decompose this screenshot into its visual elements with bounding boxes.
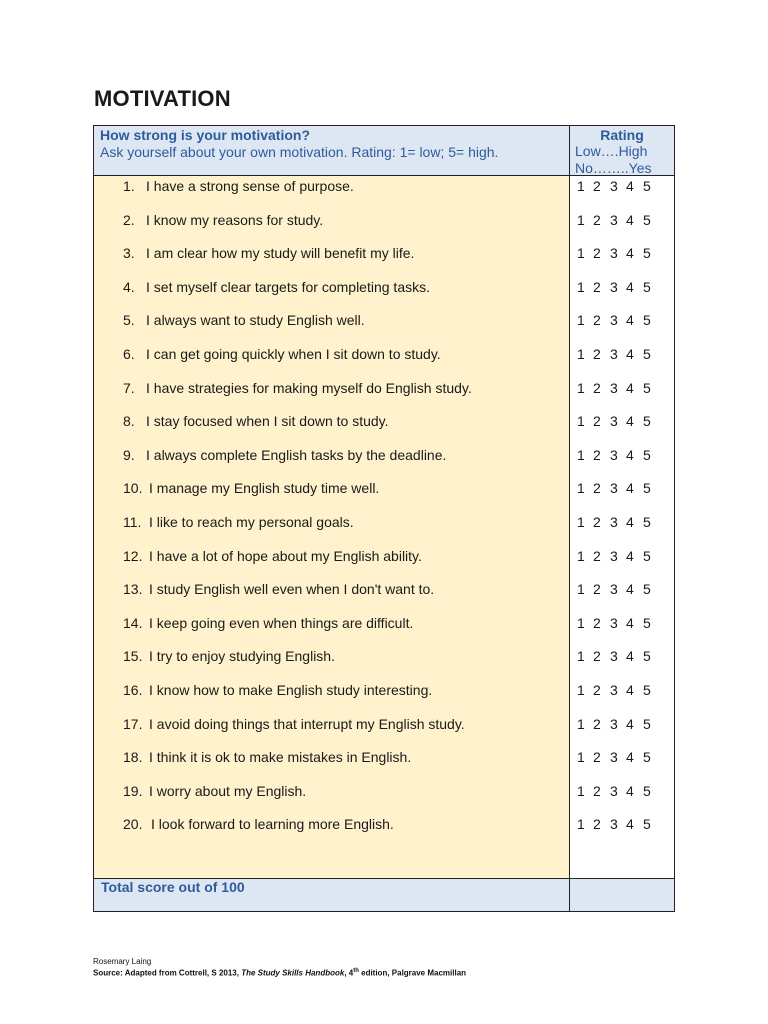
- rating-option-5[interactable]: 5: [643, 380, 651, 396]
- rating-option-5[interactable]: 5: [643, 346, 651, 362]
- rating-option-1[interactable]: 1: [577, 682, 585, 698]
- rating-option-5[interactable]: 5: [643, 447, 651, 463]
- rating-option-4[interactable]: 4: [626, 514, 634, 530]
- rating-option-5[interactable]: 5: [643, 749, 651, 765]
- statement-text: I always complete English tasks by the deadline.: [146, 447, 447, 463]
- statement-row: [94, 478, 569, 498]
- rating-option-2[interactable]: 2: [593, 648, 601, 664]
- rating-options: [570, 344, 674, 364]
- statement-number: 9.: [123, 447, 135, 463]
- rating-option-1[interactable]: 1: [577, 413, 585, 429]
- rating-option-5[interactable]: 5: [643, 548, 651, 564]
- rating-option-1[interactable]: 1: [577, 548, 585, 564]
- rating-options: [570, 277, 674, 297]
- column-divider: [569, 126, 570, 911]
- statement-row: [94, 310, 569, 330]
- statement-text: I stay focused when I sit down to study.: [146, 413, 389, 429]
- statement-row: [94, 747, 569, 767]
- source-suffix: edition, Palgrave Macmillan: [358, 968, 467, 978]
- statement-number: 11.: [123, 514, 142, 530]
- statement-number: 17.: [123, 716, 143, 732]
- header-instruction: Ask yourself about your own motivation. Rating: 1= low; 5= high.: [100, 144, 499, 160]
- rating-option-3[interactable]: 3: [610, 783, 618, 799]
- rating-options: [570, 613, 674, 633]
- rating-option-2[interactable]: 2: [593, 816, 601, 832]
- rating-option-4[interactable]: 4: [626, 716, 634, 732]
- rating-option-5[interactable]: 5: [643, 581, 651, 597]
- rating-option-1[interactable]: 1: [577, 346, 585, 362]
- statement-row: [94, 613, 569, 633]
- rating-option-4[interactable]: 4: [626, 178, 634, 194]
- statement-number: 10.: [123, 480, 143, 496]
- rating-option-5[interactable]: 5: [643, 413, 651, 429]
- statement-text: I have a strong sense of purpose.: [146, 178, 354, 194]
- rating-option-5[interactable]: 5: [643, 480, 651, 496]
- rating-option-5[interactable]: 5: [643, 716, 651, 732]
- statement-number: 13.: [123, 581, 143, 597]
- rating-options: [570, 680, 674, 700]
- rating-option-4[interactable]: 4: [626, 279, 634, 295]
- statement-number: 2.: [123, 212, 135, 228]
- statement-row: [94, 176, 569, 196]
- rating-option-1[interactable]: 1: [577, 447, 585, 463]
- questionnaire-table: [93, 125, 675, 912]
- rating-options: [570, 378, 674, 398]
- statement-row: [94, 781, 569, 801]
- rating-option-2[interactable]: 2: [593, 682, 601, 698]
- rating-option-1[interactable]: 1: [577, 648, 585, 664]
- statement-text: I am clear how my study will benefit my life.: [146, 245, 415, 261]
- statement-text: I think it is ok to make mistakes in English.: [149, 749, 412, 765]
- statement-row: [94, 546, 569, 566]
- rating-option-5[interactable]: 5: [643, 514, 651, 530]
- statement-number: 15.: [123, 648, 143, 664]
- statement-number: 3.: [123, 245, 135, 261]
- statement-text: I set myself clear targets for completing tasks.: [146, 279, 430, 295]
- rating-option-4[interactable]: 4: [626, 346, 634, 362]
- book-title: The Study Skills Handbook: [241, 968, 345, 978]
- statement-text: I try to enjoy studying English.: [149, 648, 335, 664]
- statement-text: I look forward to learning more English.: [151, 816, 394, 832]
- statement-row: [94, 579, 569, 599]
- rating-options: [570, 243, 674, 263]
- rating-option-2[interactable]: 2: [593, 615, 601, 631]
- source-credit: [93, 968, 466, 978]
- rating-options: [570, 478, 674, 498]
- rating-option-3[interactable]: 3: [610, 447, 618, 463]
- rating-option-4[interactable]: 4: [626, 783, 634, 799]
- statement-text: I avoid doing things that interrupt my English study.: [149, 716, 465, 732]
- rating-low-high: Low….High: [575, 143, 648, 159]
- rating-option-4[interactable]: 4: [626, 682, 634, 698]
- rating-option-3[interactable]: 3: [610, 480, 618, 496]
- header-question: How strong is your motivation?: [100, 127, 311, 143]
- author-credit: Rosemary Laing: [93, 957, 152, 966]
- rating-option-3[interactable]: 3: [610, 581, 618, 597]
- rating-option-3[interactable]: 3: [610, 749, 618, 765]
- rating-option-2[interactable]: 2: [593, 312, 601, 328]
- rating-option-1[interactable]: 1: [577, 514, 585, 530]
- rating-option-2[interactable]: 2: [593, 716, 601, 732]
- rating-option-4[interactable]: 4: [626, 581, 634, 597]
- rating-option-4[interactable]: 4: [626, 212, 634, 228]
- statement-text: I always want to study English well.: [146, 312, 365, 328]
- rating-option-1[interactable]: 1: [577, 783, 585, 799]
- rating-option-1[interactable]: 1: [577, 212, 585, 228]
- statement-number: 20.: [123, 816, 143, 832]
- rating-option-4[interactable]: 4: [626, 615, 634, 631]
- rating-option-2[interactable]: 2: [593, 749, 601, 765]
- rating-option-4[interactable]: 4: [626, 312, 634, 328]
- rating-option-3[interactable]: 3: [610, 178, 618, 194]
- rating-options: [570, 445, 674, 465]
- statement-number: 12.: [123, 548, 143, 564]
- statement-text: I have a lot of hope about my English ability.: [149, 548, 422, 564]
- rating-option-2[interactable]: 2: [593, 279, 601, 295]
- rating-option-3[interactable]: 3: [610, 212, 618, 228]
- rating-option-1[interactable]: 1: [577, 480, 585, 496]
- rating-options: [570, 747, 674, 767]
- total-score-label: Total score out of 100: [101, 879, 245, 895]
- rating-options: [570, 646, 674, 666]
- rating-option-5[interactable]: 5: [643, 245, 651, 261]
- rating-option-3[interactable]: 3: [610, 413, 618, 429]
- rating-option-1[interactable]: 1: [577, 245, 585, 261]
- page-title: MOTIVATION: [94, 86, 231, 111]
- statement-number: 8.: [123, 413, 135, 429]
- source-prefix: Source: Adapted from Cottrell, S 2013,: [93, 968, 242, 978]
- statement-text: I can get going quickly when I sit down to study.: [146, 346, 441, 362]
- statement-text: I like to reach my personal goals.: [149, 514, 354, 530]
- rating-option-1[interactable]: 1: [577, 380, 585, 396]
- rating-option-2[interactable]: 2: [593, 783, 601, 799]
- rating-option-2[interactable]: 2: [593, 447, 601, 463]
- statement-number: 18.: [123, 749, 143, 765]
- rating-option-2[interactable]: 2: [593, 548, 601, 564]
- rating-option-4[interactable]: 4: [626, 749, 634, 765]
- rating-header: [570, 126, 674, 176]
- rating-option-5[interactable]: 5: [643, 816, 651, 832]
- rating-option-3[interactable]: 3: [610, 682, 618, 698]
- rating-option-5[interactable]: 5: [643, 682, 651, 698]
- rating-options: [570, 310, 674, 330]
- rating-option-4[interactable]: 4: [626, 548, 634, 564]
- statement-number: 4.: [123, 279, 135, 295]
- rating-option-4[interactable]: 4: [626, 648, 634, 664]
- rating-option-1[interactable]: 1: [577, 615, 585, 631]
- statement-row: [94, 512, 569, 532]
- rating-option-5[interactable]: 5: [643, 615, 651, 631]
- rating-option-3[interactable]: 3: [610, 245, 618, 261]
- rating-option-3[interactable]: 3: [610, 514, 618, 530]
- statement-text: I know my reasons for study.: [146, 212, 324, 228]
- rating-option-2[interactable]: 2: [593, 178, 601, 194]
- rating-no-yes: No……..Yes: [575, 160, 652, 176]
- statement-number: 16.: [123, 682, 143, 698]
- rating-option-2[interactable]: 2: [593, 480, 601, 496]
- rating-options: [570, 176, 674, 196]
- statement-text: I keep going even when things are difficult.: [149, 615, 414, 631]
- statement-number: 19.: [123, 783, 143, 799]
- rating-option-2[interactable]: 2: [593, 212, 601, 228]
- rating-option-5[interactable]: 5: [643, 212, 651, 228]
- statement-row: [94, 210, 569, 230]
- statement-row: [94, 646, 569, 666]
- rating-option-2[interactable]: 2: [593, 413, 601, 429]
- table-header: [94, 126, 569, 176]
- rating-option-4[interactable]: 4: [626, 480, 634, 496]
- statement-text: I study English well even when I don't want to.: [149, 581, 435, 597]
- statement-number: 7.: [123, 380, 135, 396]
- edition-number: , 4: [344, 968, 354, 978]
- rating-option-3[interactable]: 3: [610, 279, 618, 295]
- rating-options: [570, 210, 674, 230]
- rating-option-3[interactable]: 3: [610, 816, 618, 832]
- rating-option-4[interactable]: 4: [626, 816, 634, 832]
- rating-option-1[interactable]: 1: [577, 312, 585, 328]
- rating-option-1[interactable]: 1: [577, 716, 585, 732]
- statement-row: [94, 277, 569, 297]
- statement-row: [94, 411, 569, 431]
- statement-row: [94, 714, 569, 734]
- rating-option-5[interactable]: 5: [643, 279, 651, 295]
- rating-title: Rating: [600, 127, 644, 143]
- rating-option-5[interactable]: 5: [643, 178, 651, 194]
- statement-number: 1.: [123, 178, 135, 194]
- statement-row: [94, 445, 569, 465]
- rating-options: [570, 781, 674, 801]
- statement-text: I manage my English study time well.: [149, 480, 380, 496]
- rating-option-4[interactable]: 4: [626, 245, 634, 261]
- statement-text: I have strategies for making myself do English study.: [146, 380, 472, 396]
- statement-text: I worry about my English.: [149, 783, 307, 799]
- rating-option-1[interactable]: 1: [577, 816, 585, 832]
- rating-option-1[interactable]: 1: [577, 581, 585, 597]
- rating-option-3[interactable]: 3: [610, 312, 618, 328]
- rating-option-3[interactable]: 3: [610, 648, 618, 664]
- rating-option-1[interactable]: 1: [577, 178, 585, 194]
- rating-options: [570, 411, 674, 431]
- rating-option-2[interactable]: 2: [593, 245, 601, 261]
- rating-options: [570, 579, 674, 599]
- statement-number: 14.: [123, 615, 143, 631]
- rating-option-2[interactable]: 2: [593, 581, 601, 597]
- rating-option-5[interactable]: 5: [643, 312, 651, 328]
- rating-option-3[interactable]: 3: [610, 615, 618, 631]
- statement-text: I know how to make English study interesting.: [149, 682, 433, 698]
- rating-options: [570, 814, 674, 834]
- rating-option-3[interactable]: 3: [610, 716, 618, 732]
- total-score-cell[interactable]: [570, 878, 674, 911]
- rating-options: [570, 714, 674, 734]
- statement-row: [94, 243, 569, 263]
- rating-option-1[interactable]: 1: [577, 279, 585, 295]
- rating-option-4[interactable]: 4: [626, 447, 634, 463]
- rating-options: [570, 546, 674, 566]
- rating-option-3[interactable]: 3: [610, 380, 618, 396]
- rating-option-4[interactable]: 4: [626, 413, 634, 429]
- statement-row: [94, 814, 569, 834]
- rating-option-2[interactable]: 2: [593, 346, 601, 362]
- rating-option-5[interactable]: 5: [643, 648, 651, 664]
- total-score-row: [94, 878, 569, 911]
- rating-option-2[interactable]: 2: [593, 380, 601, 396]
- statement-row: [94, 680, 569, 700]
- rating-option-1[interactable]: 1: [577, 749, 585, 765]
- rating-option-3[interactable]: 3: [610, 548, 618, 564]
- statement-row: [94, 378, 569, 398]
- rating-options: [570, 512, 674, 532]
- rating-option-2[interactable]: 2: [593, 514, 601, 530]
- edition-superscript: th: [353, 968, 359, 974]
- rating-option-4[interactable]: 4: [626, 380, 634, 396]
- rating-option-3[interactable]: 3: [610, 346, 618, 362]
- rating-option-5[interactable]: 5: [643, 783, 651, 799]
- statement-number: 5.: [123, 312, 135, 328]
- statement-number: 6.: [123, 346, 135, 362]
- statement-row: [94, 344, 569, 364]
